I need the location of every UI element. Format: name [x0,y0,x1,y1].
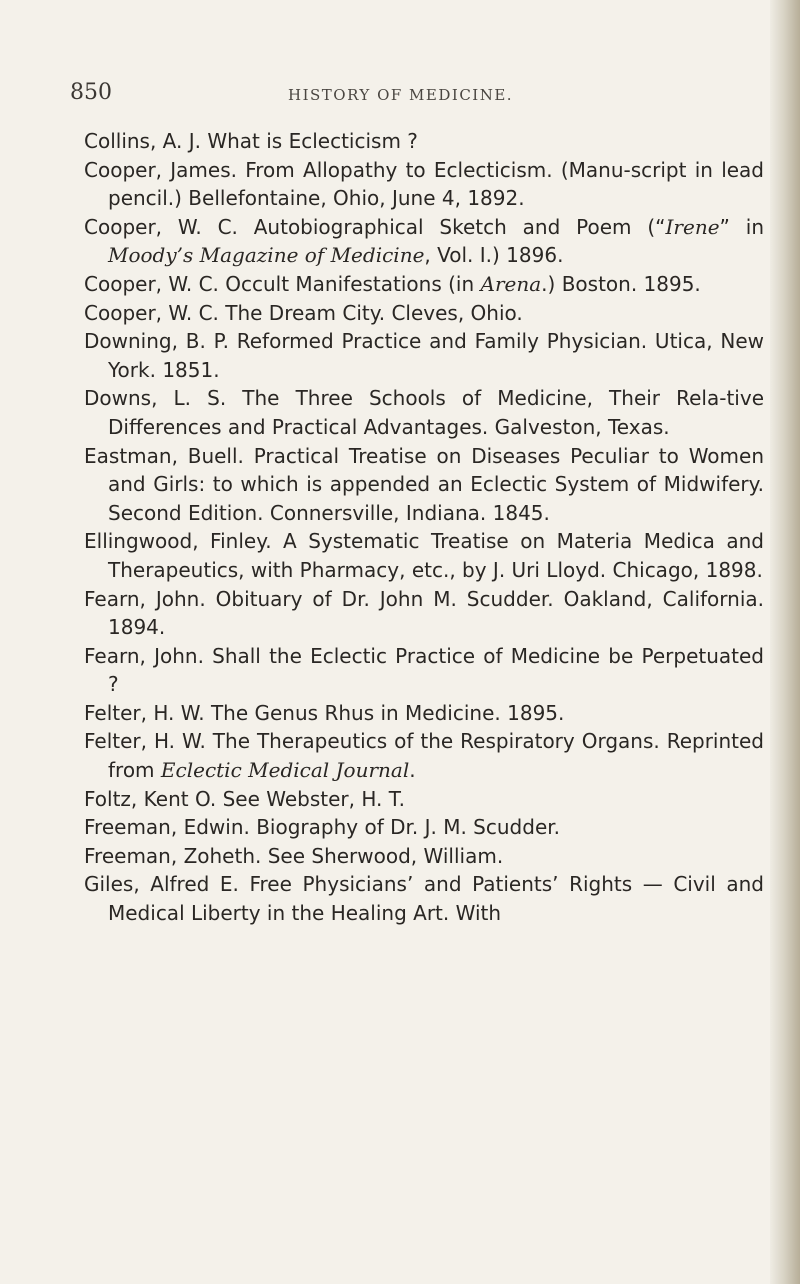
bibliography-entry: Downs, L. S. The Three Schools of Medicine, Their Rela-tive Differences and Practical Advantages. Galveston, Texas. [84,386,764,439]
italic-title: Arena [480,271,542,296]
italic-title: Irene [665,214,720,239]
bibliography-entry: Cooper, W. C. The Dream City. Cleves, Ohio. [84,300,523,325]
bibliography-entry: Freeman, Edwin. Biography of Dr. J. M. Scudder. [84,815,560,840]
running-title: HISTORY OF MEDICINE. [288,86,514,104]
bibliography-entry: Cooper, James. From Allopathy to Eclecticism. (Manu-script in lead pencil.) Bellefontaine, Ohio, June 4, 1892. [84,157,764,211]
bibliography-entry: Felter, H. W. The Genus Rhus in Medicine. 1895. [84,700,565,725]
bibliography-list [84,127,764,928]
bibliography-entry: Downing, B. P. Reformed Practice and Family Physician. Utica, New York. 1851. [84,329,764,382]
bibliography-entry: Felter, H. W. The Therapeutics of the Respiratory Organs. Reprinted from Eclectic Medical Journal. [84,729,764,783]
bibliography-entry: Cooper, W. C. Autobiographical Sketch and Poem (“Irene” in Moody’s Magazine of Medicine, Vol. I.) 1896. [84,214,764,268]
bibliography-entry: Freeman, Zoheth. See Sherwood, William. [84,843,504,868]
bibliography-entry: Cooper, W. C. Occult Manifestations (in Arena.) Boston. 1895. [84,271,701,296]
bibliography-entry: Eastman, Buell. Practical Treatise on Diseases Peculiar to Women and Girls: to which is appended an Eclectic System of Midwifery. Second Edition. Connersville, Indiana. 1845. [84,443,764,525]
bibliography-entry: Collins, A. J. What is Eclecticism ? [84,129,418,153]
bibliography-entry: Fearn, John. Shall the Eclectic Practice of Medicine be Perpetuated ? [84,643,764,697]
bibliography-entry: Foltz, Kent O. See Webster, H. T. [84,786,405,811]
bibliography-entry: Giles, Alfred E. Free Physicians’ and Patients’ Rights — Civil and Medical Liberty in the Healing Art. With [84,872,764,926]
italic-title: Moody’s Magazine of Medicine [108,243,425,268]
bibliography-entry: Fearn, John. Obituary of Dr. John M. Scudder. Oakland, California. 1894. [84,586,764,640]
page-header [70,80,750,120]
page-edge-shadow [770,0,800,1284]
bibliography-entry: Ellingwood, Finley. A Systematic Treatise on Materia Medica and Therapeutics, with Pharmacy, etc., by J. Uri Lloyd. Chicago, 1898. [84,529,764,582]
page-number: 850 [70,80,112,105]
italic-title: Eclectic Medical Journal [160,758,410,783]
